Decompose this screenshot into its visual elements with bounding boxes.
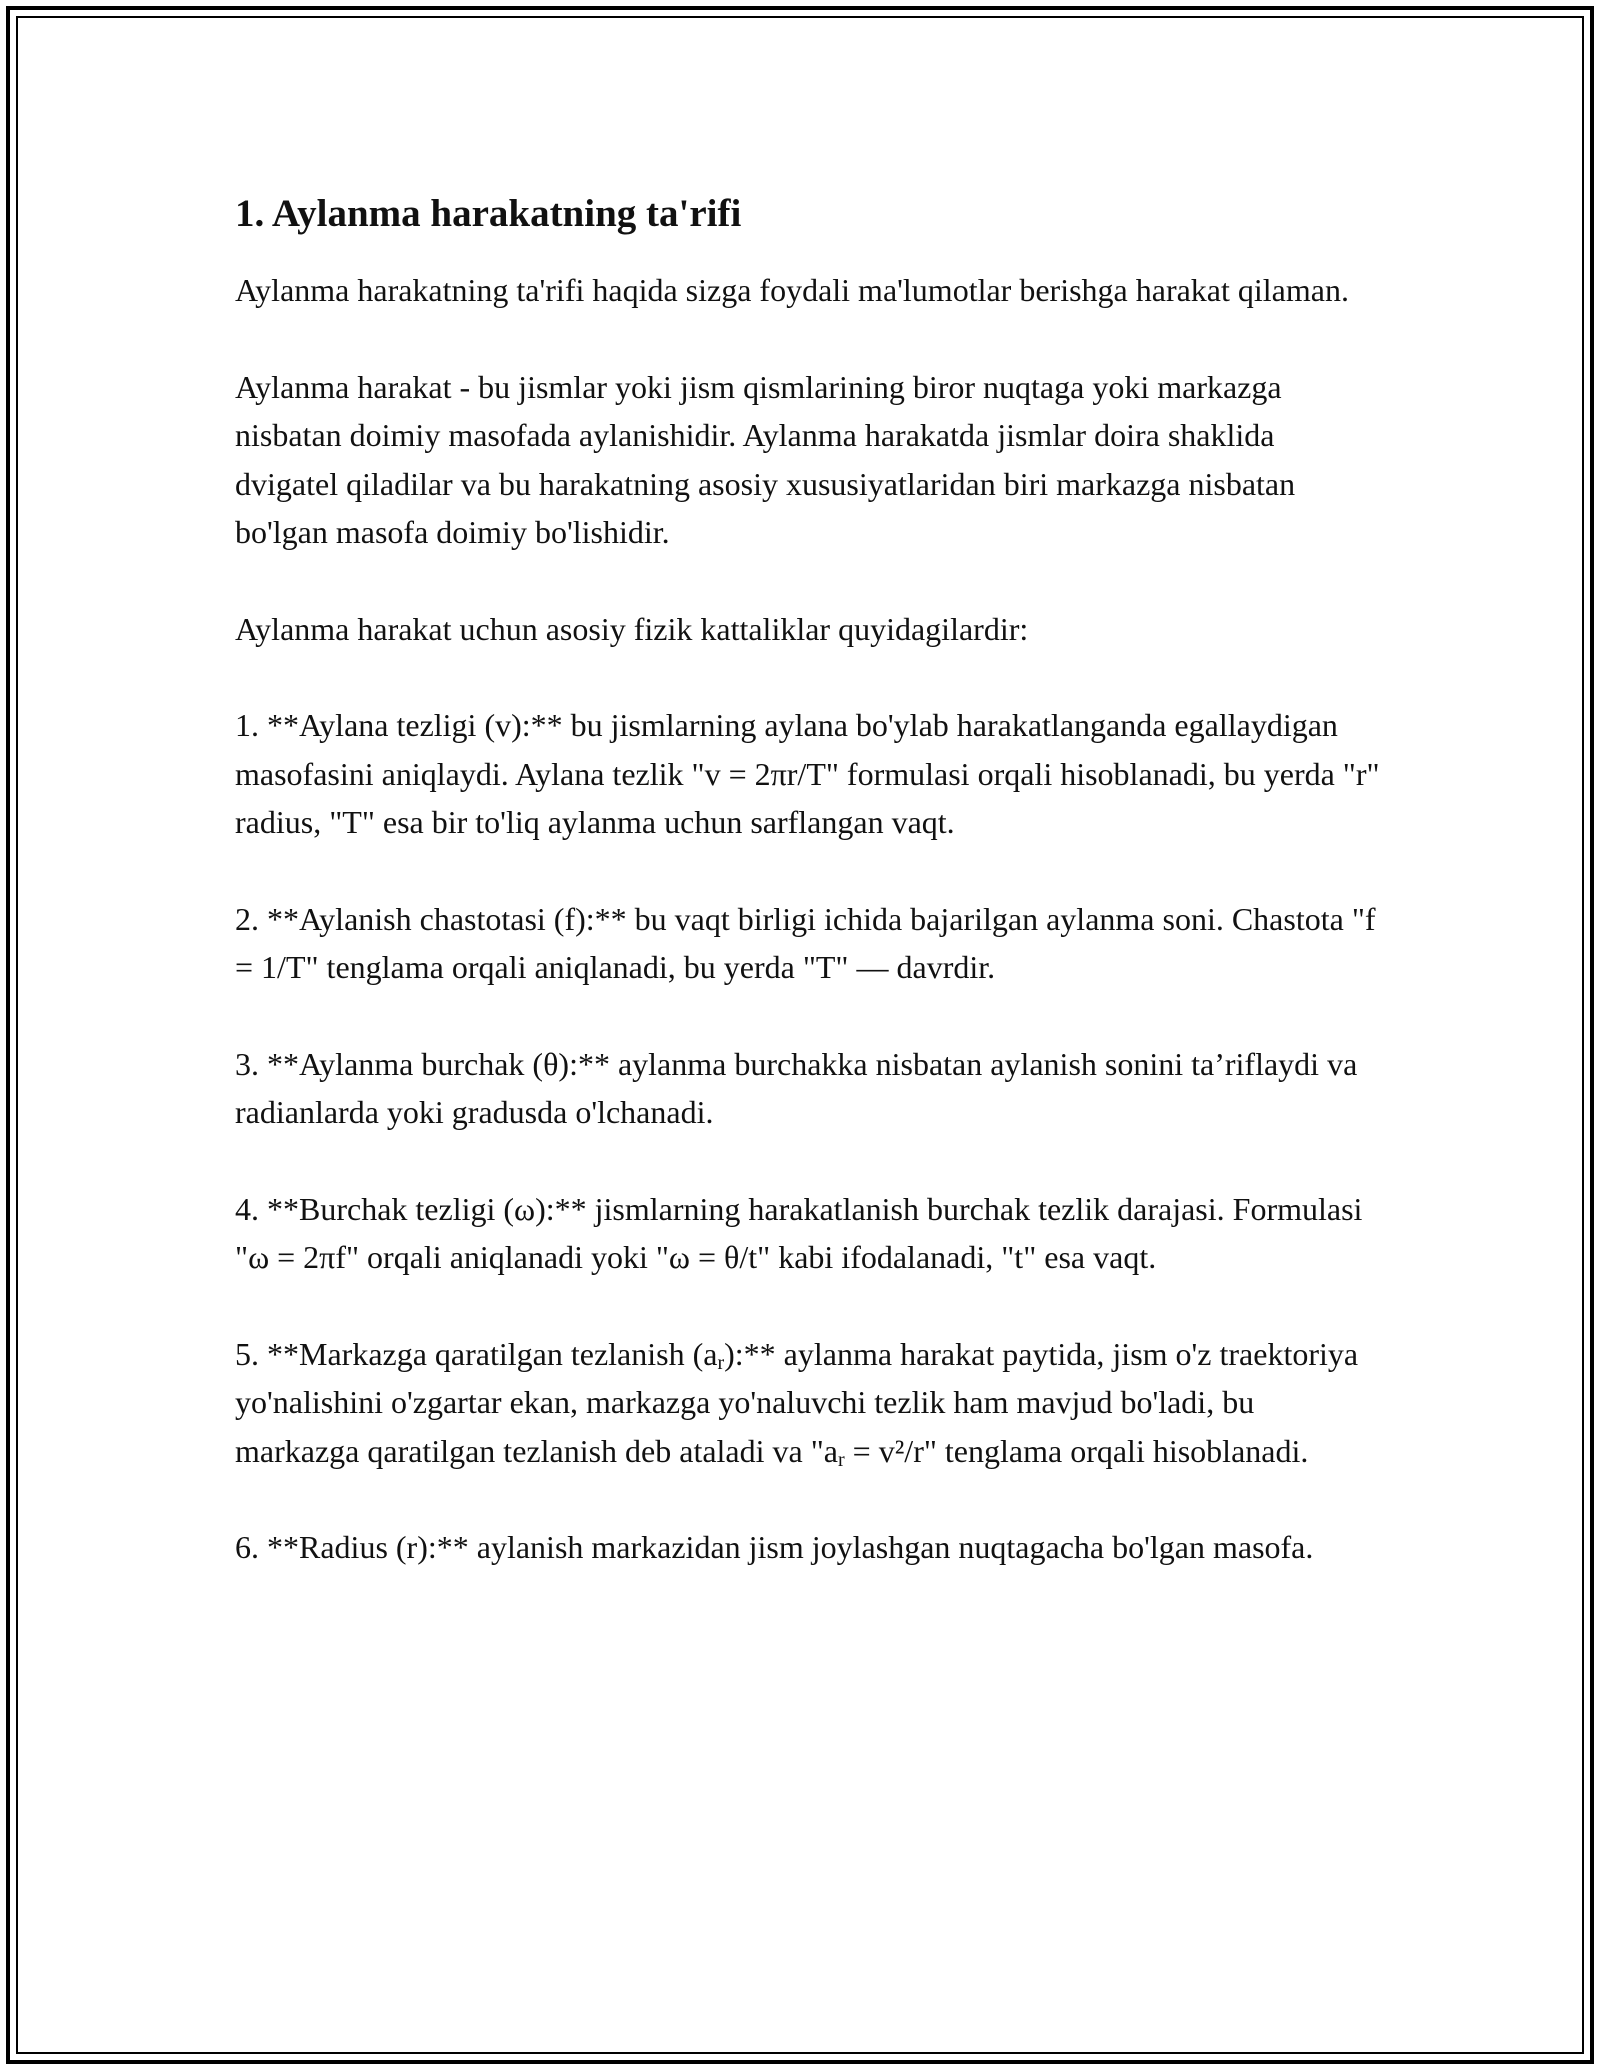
section-heading: 1. Aylanma harakatning ta'rifi <box>235 192 742 235</box>
list-item-centripetal-acceleration <box>235 1330 1385 1476</box>
document-body <box>235 188 1385 1620</box>
definition-paragraph: Aylanma harakat - bu jismlar yoki jism qismlarining biror nuqtaga yoki markazga nisbatan doimiy masofada aylanishidir. Aylanma harakatda jismlar doira shaklida dvigatel qiladilar va bu harakatning asosiy xususiyatlaridan biri markazga nisbatan bo'lgan masofa doimiy bo'lishidir. <box>235 368 1296 550</box>
list-item-angular-velocity: 4. **Burchak tezligi (ω):** jismlarning harakatlanish burchak tezlik darajasi. Formulasi "ω = 2πf" orqali aniqlanadi yoki "ω = θ/t" kabi ifodalanadi, "t" esa vaqt. <box>235 1190 1363 1275</box>
item5-subscript-1: r <box>717 1351 725 1374</box>
item5-text-part2: ):** aylanma harakat paytida, jism o'z traektoriya yo'nalishini o'zgartar ekan, markazga yo'naluvchi tezlik ham mavjud bo'ladi, bu markazga qaratilgan tezlanish deb ataladi va "a <box>235 1335 1359 1469</box>
list-intro-paragraph: Aylanma harakat uchun asosiy fizik kattaliklar quyidagilardir: <box>235 610 1029 647</box>
list-item-radius: 6. **Radius (r):** aylanish markazidan jism joylashgan nuqtagacha bo'lgan masofa. <box>235 1529 1314 1565</box>
intro-paragraph: Aylanma harakatning ta'rifi haqida sizga foydali ma'lumotlar berishga harakat qilaman. <box>235 272 1349 308</box>
item5-subscript-2: r <box>837 1448 845 1471</box>
list-item-frequency: 2. **Aylanish chastotasi (f):** bu vaqt birligi ichida bajarilgan aylanma soni. Chastota "f = 1/T" tenglama orqali aniqlanadi, bu yerda "T" — davrdir. <box>235 900 1376 985</box>
list-item-angle: 3. **Aylanma burchak (θ):** aylanma burchakka nisbatan aylanish sonini ta’riflaydi va radianlarda yoki gradusda o'lchanadi. <box>235 1045 1358 1130</box>
item5-text-part3: = v²/r" tenglama orqali hisoblanadi. <box>844 1432 1309 1469</box>
list-item-velocity: 1. **Aylana tezligi (v):** bu jismlarning aylana bo'ylab harakatlanganda egallaydigan masofasini aniqlaydi. Aylana tezlik "v = 2πr/T" formulasi orqali hisoblanadi, bu yerda "r" radius, "T" esa bir to'liq aylanma uchun sarflangan vaqt. <box>235 707 1380 840</box>
item5-text-part1: 5. **Markazga qaratilgan tezlanish (a <box>235 1335 718 1372</box>
